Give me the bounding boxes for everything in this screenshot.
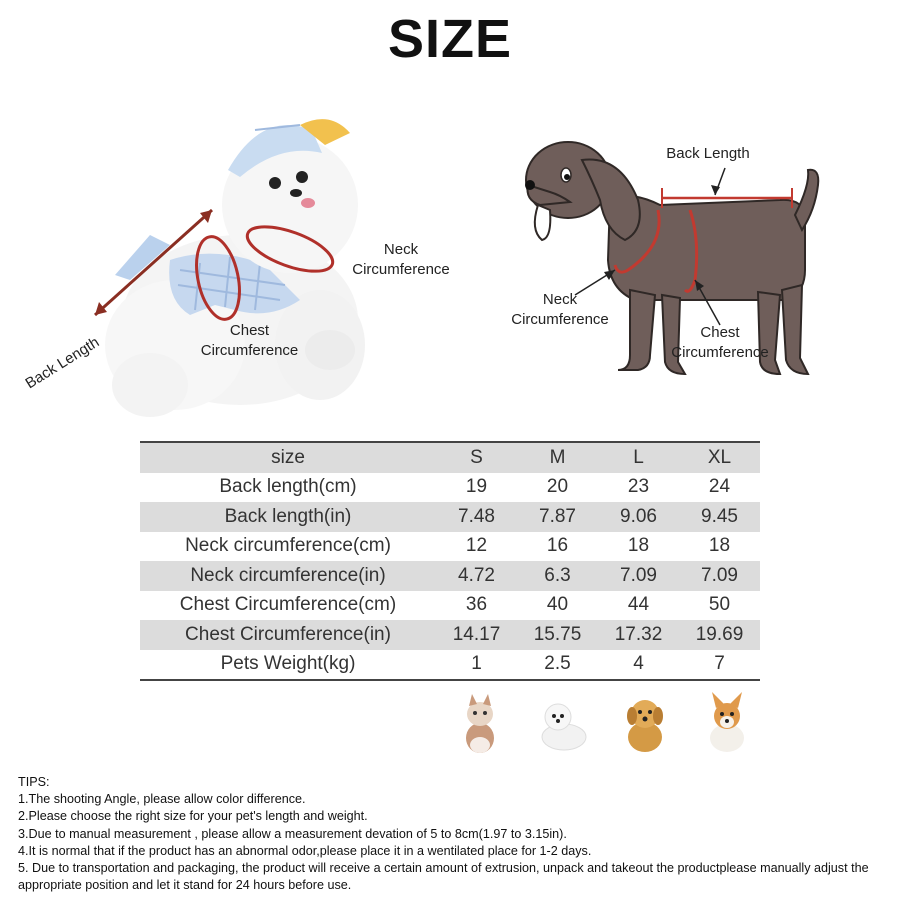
golden-puppy-icon — [615, 690, 675, 756]
row-label: Back length(in) — [140, 502, 436, 532]
cell: 24 — [708, 476, 731, 498]
tip-item: 1.The shooting Angle, please allow color difference. — [18, 792, 306, 807]
cell: 17.32 — [598, 620, 679, 650]
row-label: Pets Weight(kg) — [220, 653, 356, 675]
size-chart-table — [140, 441, 760, 681]
photo-neck-label-line2: Circumference — [352, 261, 450, 278]
cell: 6.3 — [517, 561, 598, 591]
cell: 50 — [708, 594, 731, 616]
table-row — [140, 473, 760, 503]
tip-item: 4.It is normal that if the product has an abnormal odor,please place it in a wentilated place for 1-2 days. — [18, 843, 592, 858]
cell: 20 — [546, 476, 569, 498]
cell: 2.5 — [544, 653, 571, 675]
cell: 15.75 — [517, 620, 598, 650]
diagram-neck-label-line2: Circumference — [511, 311, 609, 328]
tips-heading: TIPS: — [18, 775, 50, 789]
table-row — [140, 591, 760, 621]
photo-chest-label-line1: Chest — [229, 322, 270, 339]
photo-chest-label-line2: Circumference — [200, 342, 299, 359]
tip-item: 5. Due to transportation and packaging, the product will receive a certain amount of extrusion, unpack and takeout the productplease manually adjust the appropriate position and let it stand for 24 hours before use. — [18, 861, 869, 893]
cell: 4 — [633, 653, 644, 675]
photo-chest-label — [182, 321, 317, 361]
row-label: Chest Circumference(in) — [140, 620, 436, 650]
cell: 44 — [627, 594, 650, 616]
dog-photo — [0, 95, 470, 425]
cell: 1 — [471, 653, 482, 675]
kitten-icon — [450, 690, 510, 756]
header-s: S — [436, 442, 517, 473]
cell: 14.17 — [436, 620, 517, 650]
diagram-neck-label-line1: Neck — [542, 291, 578, 308]
table-row — [140, 620, 760, 650]
photo-neck-label-line1: Neck — [383, 241, 419, 258]
cell: 23 — [627, 476, 650, 498]
cell: 18 — [627, 535, 650, 557]
cell: 12 — [465, 535, 488, 557]
white-puppy-icon — [532, 690, 592, 756]
pet-icons-row — [440, 690, 770, 760]
cell: 9.45 — [679, 502, 760, 532]
cell: 40 — [546, 594, 569, 616]
tip-item: 3.Due to manual measurement , please allow a measurement devation of 5 to 8cm(1.97 to 3.15in). — [18, 826, 567, 841]
cell: 4.72 — [436, 561, 517, 591]
table-row — [140, 650, 760, 681]
diagram-chest-label-line2: Circumference — [671, 344, 769, 361]
table-row — [140, 532, 760, 562]
cell: 18 — [708, 535, 731, 557]
table-row — [140, 502, 760, 532]
cell: 36 — [465, 594, 488, 616]
cell: 19.69 — [679, 620, 760, 650]
cell: 16 — [546, 535, 569, 557]
header-size: size — [140, 442, 436, 473]
tip-item: 2.Please choose the right size for your pet's length and weight. — [18, 809, 368, 824]
corgi-icon — [697, 690, 757, 756]
cell: 7.09 — [598, 561, 679, 591]
cell: 7.48 — [436, 502, 517, 532]
photo-back-length-label: Back Length — [22, 333, 103, 393]
row-label: Chest Circumference(cm) — [179, 594, 397, 616]
page-title: SIZE — [387, 9, 513, 69]
header-xl: XL — [679, 442, 760, 473]
cell: 7.09 — [679, 561, 760, 591]
diagram-neck-label — [495, 290, 625, 330]
diagram-back-length-label: Back Length — [666, 145, 750, 162]
cell: 19 — [465, 476, 488, 498]
table-row — [140, 561, 760, 591]
row-label: Neck circumference(cm) — [185, 535, 391, 557]
diagram-chest-label — [655, 323, 785, 363]
cell: 9.06 — [598, 502, 679, 532]
header-l: L — [598, 442, 679, 473]
photo-neck-label — [336, 240, 466, 280]
header-m: M — [517, 442, 598, 473]
diagram-chest-label-line1: Chest — [700, 324, 740, 341]
row-label: Back length(cm) — [219, 476, 357, 498]
dog-diagram — [490, 130, 890, 400]
row-label: Neck circumference(in) — [140, 561, 436, 591]
cell: 7 — [714, 653, 725, 675]
cell: 7.87 — [517, 502, 598, 532]
table-header-row — [140, 442, 760, 473]
tips-section — [18, 774, 888, 894]
